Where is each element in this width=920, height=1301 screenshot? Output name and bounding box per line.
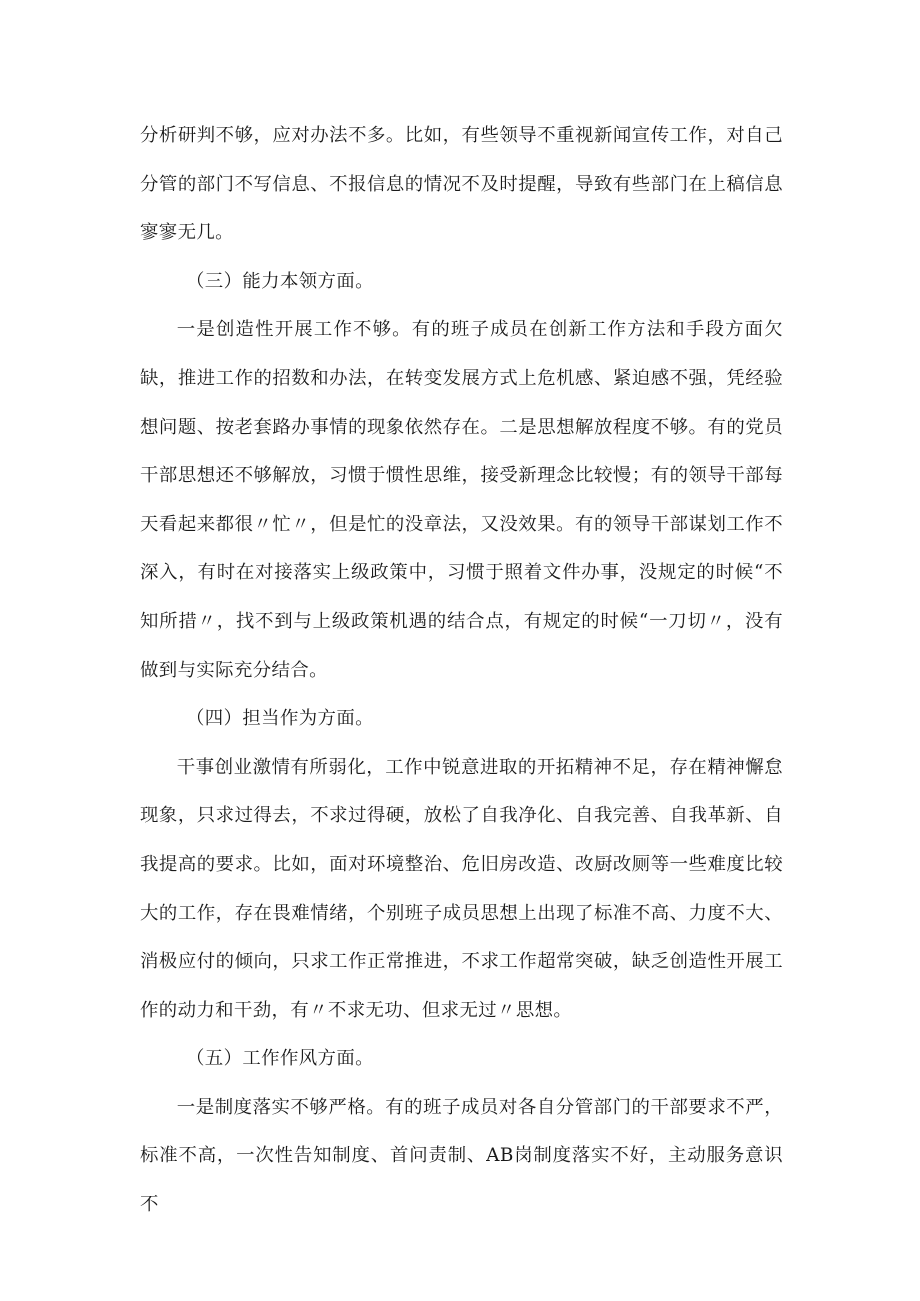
section-heading-work-style: （五）工作作风方面。 bbox=[186, 1048, 374, 1070]
paragraph-work-style: 一是制度落实不够严格。有的班子成员对各自分管部门的干部要求不严，标准不高，一次性告知制度、首问责制、AB岗制度落实不好，主动服务意识不 bbox=[140, 1096, 783, 1216]
paragraph-ability: 一是创造性开展工作不够。有的班子成员在创新工作方法和手段方面欠缺，推进工作的招数和办法，在转变发展方式上危机感、紧迫感不强，凭经验想问题、按老套路办事情的现象依然存在。二是思想解放程度不够。有的党员干部思想还不够解放，习惯于惯性思维，接受新理念比较慢；有的领导干部每天看起来都很〃忙〃，但是忙的没章法，又没效果。有的领导干部谋划工作不深入，有时在对接落实上级政策中，习惯于照着文件办事，没规定的时候“不知所措〃，找不到与上级政策机遇的结合点，有规定的时候“一刀切〃，没有做到与实际充分结合。 bbox=[140, 319, 783, 681]
paragraph-continuation: 分析研判不够，应对办法不多。比如，有些领导不重视新闻宣传工作，对自己分管的部门不写信息、不报信息的情况不及时提醒，导致有些部门在上稿信息寥寥无几。 bbox=[140, 125, 783, 244]
section-heading-ability: （三）能力本领方面。 bbox=[186, 270, 374, 292]
document-body bbox=[140, 112, 783, 1230]
section-heading-responsibility: （四）担当作为方面。 bbox=[186, 708, 374, 730]
paragraph-responsibility: 干事创业激情有所弱化，工作中锐意进取的开拓精神不足，存在精神懈怠现象，只求过得去，不求过得硬，放松了自我净化、自我完善、自我革新、自我提高的要求。比如，面对环境整治、危旧房改造、改厨改厕等一些难度比较大的工作，存在畏难情绪，个别班子成员思想上出现了标准不高、力度不大、消极应付的倾向，只求工作正常推进，不求工作超常突破，缺乏创造性开展工作的动力和干劲，有〃不求无功、但求无过〃思想。 bbox=[140, 756, 783, 1021]
